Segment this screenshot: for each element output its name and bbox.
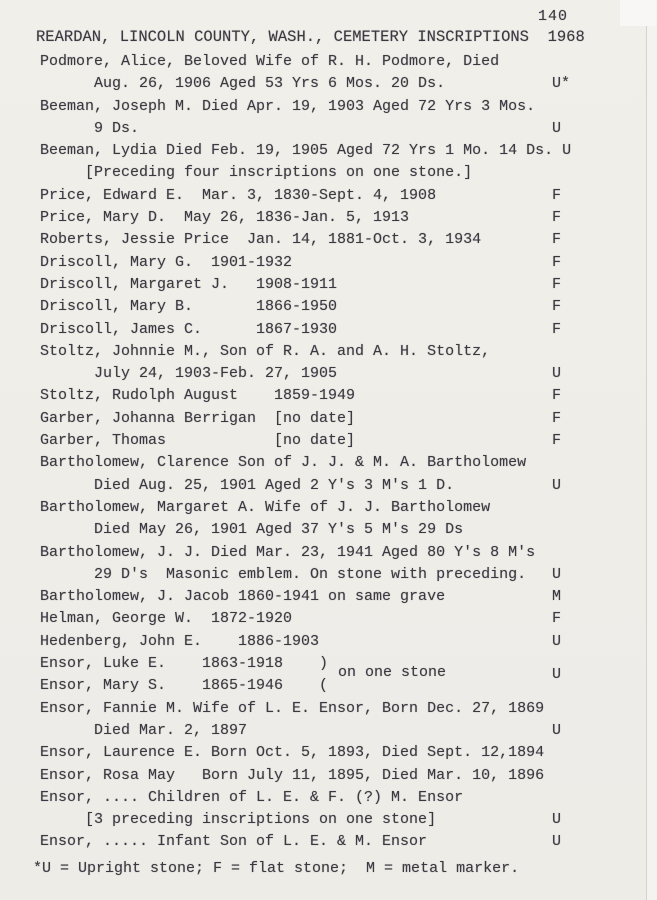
inscription-line (40, 141, 657, 163)
inscription-text: Driscoll, Mary B. 1866-1950 (40, 298, 338, 316)
inscription-text: Hedenberg, John E. 1886-1903 (40, 632, 320, 650)
inscription-line (40, 409, 657, 431)
inscription-line (40, 721, 657, 743)
stone-type-letter: U (552, 632, 562, 650)
inscription-line (40, 163, 657, 185)
inscription-text: Driscoll, Mary G. 1901-1932 (40, 253, 293, 271)
inscription-text: Beeman, Joseph M. Died Apr. 19, 1903 Aged 72 Yrs 3 Mos. (40, 97, 536, 115)
inscription-line (40, 186, 657, 208)
inscription-line (40, 632, 657, 654)
on-one-stone-annotation: on one stone (338, 664, 447, 681)
inscription-text: [Preceding four inscriptions on one stone.] (40, 164, 473, 182)
inscription-text: Died May 26, 1901 Aged 37 Y's 5 M's 29 Ds (40, 521, 464, 539)
stone-type-letter: U (552, 365, 562, 383)
inscription-text: Bartholomew, Clarence Son of J. J. & M. A. Bartholomew (40, 454, 527, 472)
stone-type-letter: U (552, 119, 562, 137)
scan-corner-glare (620, 0, 657, 26)
inscription-text: Ensor, .... Children of L. E. & F. (?) M. Ensor (40, 788, 464, 806)
inscription-line (40, 253, 657, 275)
inscription-text: Ensor, Fannie M. Wife of L. E. Ensor, Born Dec. 27, 1869 (40, 699, 545, 717)
inscription-line (40, 74, 657, 96)
inscription-line (40, 208, 657, 230)
inscription-line (40, 832, 657, 854)
inscription-text: Ensor, Mary S. 1865-1946 ( (40, 677, 329, 695)
stone-type-letter: U (552, 476, 562, 494)
inscription-text: Price, Mary D. May 26, 1836-Jan. 5, 1913 (40, 209, 410, 227)
stone-type-letter: F (552, 432, 562, 450)
inscription-text: 9 Ds. (40, 119, 140, 137)
stone-type-letter: F (552, 186, 562, 204)
inscription-line (40, 275, 657, 297)
page-number: 140 (538, 8, 569, 25)
inscription-line (40, 766, 657, 788)
inscription-line (40, 520, 657, 542)
inscription-line (40, 498, 657, 520)
inscription-line (40, 364, 657, 386)
inscription-line (40, 97, 657, 119)
stone-type-letter: F (552, 409, 562, 427)
inscription-line (40, 320, 657, 342)
stone-type-letter: F (552, 209, 562, 227)
inscription-text: Podmore, Alice, Beloved Wife of R. H. Podmore, Died (40, 53, 500, 70)
inscription-text: July 24, 1903-Feb. 27, 1905 (40, 365, 338, 383)
inscription-text: Driscoll, Margaret J. 1908-1911 (40, 275, 338, 293)
inscription-text: Roberts, Jessie Price Jan. 14, 1881-Oct. 3, 1934 (40, 231, 482, 249)
stone-type-letter: F (552, 298, 562, 316)
inscription-text: Ensor, Laurence E. Born Oct. 5, 1893, Died Sept. 12,1894 (40, 744, 545, 762)
inscription-line (40, 297, 657, 319)
legend-footnote: *U = Upright stone; F = flat stone; M = metal marker. (33, 860, 520, 877)
inscription-text: Beeman, Lydia Died Feb. 19, 1905 Aged 72 Yrs 1 Mo. 14 Ds. U (40, 142, 572, 160)
inscription-line (40, 453, 657, 475)
inscription-text: Stoltz, Johnnie M., Son of R. A. and A. H. Stoltz, (40, 342, 491, 360)
stone-type-letter: F (552, 231, 562, 249)
inscription-text: Aug. 26, 1906 Aged 53 Yrs 6 Mos. 20 Ds. (40, 75, 446, 93)
inscription-text: 29 D's Masonic emblem. On stone with preceding. (40, 565, 527, 583)
inscription-text: Bartholomew, Margaret A. Wife of J. J. Bartholomew (40, 498, 491, 516)
inscription-text: Helman, George W. 1872-1920 (40, 610, 293, 628)
inscription-list (40, 52, 657, 855)
inscription-line (40, 788, 657, 810)
inscription-line (40, 52, 657, 74)
inscription-text: Died Mar. 2, 1897 (40, 721, 248, 739)
stone-type-letter: U* (552, 75, 571, 93)
inscription-text: Ensor, Rosa May Born July 11, 1895, Died Mar. 10, 1896 (40, 766, 545, 784)
inscription-text: [3 preceding inscriptions on one stone] (40, 811, 437, 829)
inscription-text: Bartholomew, J. J. Died Mar. 23, 1941 Aged 80 Y's 8 M's (40, 543, 536, 561)
inscription-line (40, 609, 657, 631)
stone-type-letter: U (552, 811, 562, 829)
inscription-line (40, 810, 657, 832)
inscription-line (40, 743, 657, 765)
stone-type-letter: F (552, 320, 562, 338)
inscription-line (40, 543, 657, 565)
stone-type-letter: U (552, 565, 562, 583)
inscription-line (40, 119, 657, 141)
inscription-text: Bartholomew, J. Jacob 1860-1941 on same grave (40, 588, 446, 606)
stone-type-letter: U (552, 666, 562, 684)
inscription-text: Stoltz, Rudolph August 1859-1949 (40, 387, 356, 405)
stone-type-letter: F (552, 387, 562, 405)
stone-type-letter: F (552, 253, 562, 271)
stone-type-letter: F (552, 610, 562, 628)
inscription-line (40, 386, 657, 408)
stone-type-letter: U (552, 833, 562, 851)
inscription-line (40, 342, 657, 364)
inscription-line (40, 587, 657, 609)
stone-type-letter: M (552, 588, 562, 606)
inscription-line (40, 431, 657, 453)
inscription-text: Garber, Johanna Berrigan [no date] (40, 409, 356, 427)
inscription-text: Price, Edward E. Mar. 3, 1830-Sept. 4, 1908 (40, 186, 437, 204)
inscription-line (40, 230, 657, 252)
inscription-line (40, 565, 657, 587)
page-title: REARDAN, LINCOLN COUNTY, WASH., CEMETERY INSCRIPTIONS 1968 (36, 28, 585, 46)
stone-type-letter: F (552, 275, 562, 293)
stone-type-letter: U (552, 721, 562, 739)
inscription-text: Ensor, Luke E. 1863-1918 ) (40, 655, 329, 673)
inscription-line (40, 476, 657, 498)
inscription-text: Died Aug. 25, 1901 Aged 2 Y's 3 M's 1 D. (40, 476, 455, 494)
inscription-line (40, 699, 657, 721)
inscription-text: Ensor, ..... Infant Son of L. E. & M. Ensor (40, 833, 428, 851)
inscription-text: Garber, Thomas [no date] (40, 432, 356, 450)
inscription-text: Driscoll, James C. 1867-1930 (40, 320, 338, 338)
